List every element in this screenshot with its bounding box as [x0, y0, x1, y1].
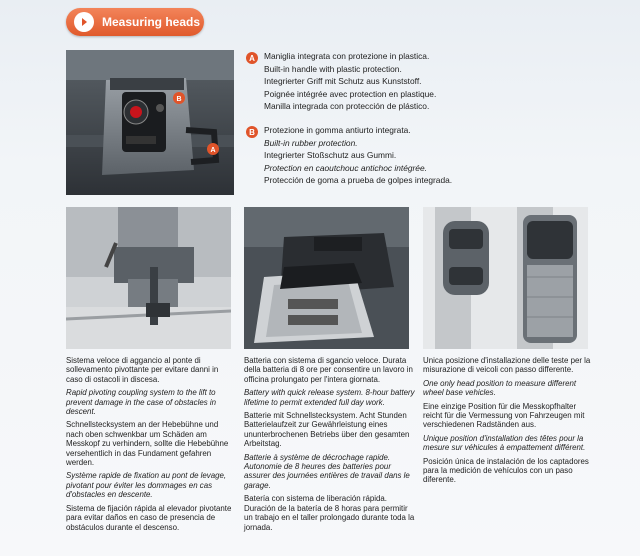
column-paragraph: Posición única de instalación de los captadores para la medición de vehículos con un paso diferente. — [423, 456, 589, 485]
column-paragraph: Batería con sistema de liberación rápida. Duración de la batería de 8 horas para permitir un trabajo en el taller prolongado durante toda la jornada. — [244, 494, 415, 532]
feature-a-text — [264, 50, 436, 113]
feature-a-line: Maniglia integrata con protezione in plastica. — [264, 51, 430, 61]
column-paragraph: Système rapide de fixation au pont de levage, pivotant pour éviter les dommages en cas d'obstacles en descente. — [66, 471, 227, 500]
svg-text:B: B — [176, 96, 182, 103]
column-paragraph: One only head position to measure different wheel base vehicles. — [423, 378, 577, 398]
column-paragraph: Schnellstecksystem an der Hebebühne und nach oben schwenkbar um Schäden am Messkopf zu verhindern, sollte die Hebebühne versehentlich in das Fundament gefahren werden. — [66, 420, 229, 468]
feature-b-line: Protección de goma a prueba de golpes integrada. — [264, 175, 453, 186]
column-paragraph: Batterie à système de décrochage rapide. Autonomie de 8 heures des batteries pour assurer des journées entières de travail dans le garage. — [244, 452, 410, 490]
feature-b-line: Protezione in gomma antiurto integrata. — [264, 125, 411, 135]
column-paragraph: Battery with quick release system. 8-hour battery lifetime to permit extended full day work. — [244, 388, 415, 407]
column-paragraph: Batterie mit Schnellstecksystem. Acht Stunden Batterielaufzeit zur Gewährleistung eines ununterbrochenen Betriebs über den gesamten Arbeitstag. — [244, 411, 410, 449]
column-paragraph: Batteria con sistema di sgancio veloce. Durata della batteria di 8 ore per consentire un lavoro in officina prolungato per l'intera giornata. — [244, 356, 413, 384]
svg-text:A: A — [210, 147, 216, 154]
feature-a-line: Manilla integrada con protección de plástico. — [264, 101, 430, 112]
lift-coupling-photo — [66, 207, 231, 349]
feature-a-line: Built-in handle with plastic protection. — [264, 63, 402, 74]
text-column-2 — [244, 356, 416, 536]
column-paragraph: Unique position d'installation des têtes pour la mesure sur véhicules à empattement différent. — [423, 433, 586, 453]
badge-a: A — [246, 52, 258, 64]
feature-a-line: Poignée intégrée avec protection en plastique. — [264, 88, 437, 99]
feature-b-line: Protection en caoutchouc antichoc intégrée. — [264, 162, 427, 173]
section-title: Measuring heads — [102, 15, 201, 29]
badge-b: B — [246, 126, 258, 138]
column-paragraph: Sistema veloce di aggancio al ponte di sollevamento pivottante per evitare danni in caso di ostacoli in discesa. — [66, 356, 219, 384]
text-column-3 — [423, 356, 595, 489]
column-paragraph: Unica posizione d'installazione delle teste per la misurazione di veicoli con passo differente. — [423, 356, 591, 375]
column-paragraph: Rapid pivoting coupling system to the lift to prevent damage in the case of obstacles in descent. — [66, 388, 217, 417]
wheelbase-photo — [423, 207, 588, 349]
battery-photo — [244, 207, 409, 349]
section-header — [66, 8, 204, 36]
feature-b-line: Integrierter Stoßschutz aus Gummi. — [264, 150, 397, 161]
column-paragraph: Eine einzige Position für die Messkopfhalter reicht für die Vermessung von Fahrzeugen mit verschiedenen Radständen aus. — [423, 401, 585, 430]
measuring-head-photo — [66, 50, 234, 195]
column-paragraph: Sistema de fijación rápida al elevador pivotante para evitar daños en caso de presencia de obstáculos durante el descenso. — [66, 503, 232, 532]
arrow-right-icon — [74, 12, 94, 32]
text-column-1 — [66, 356, 234, 536]
feature-b-line: Built-in rubber protection. — [264, 137, 358, 148]
feature-b-text — [264, 124, 452, 187]
feature-a-line: Integrierter Griff mit Schutz aus Kunststoff. — [264, 76, 422, 87]
